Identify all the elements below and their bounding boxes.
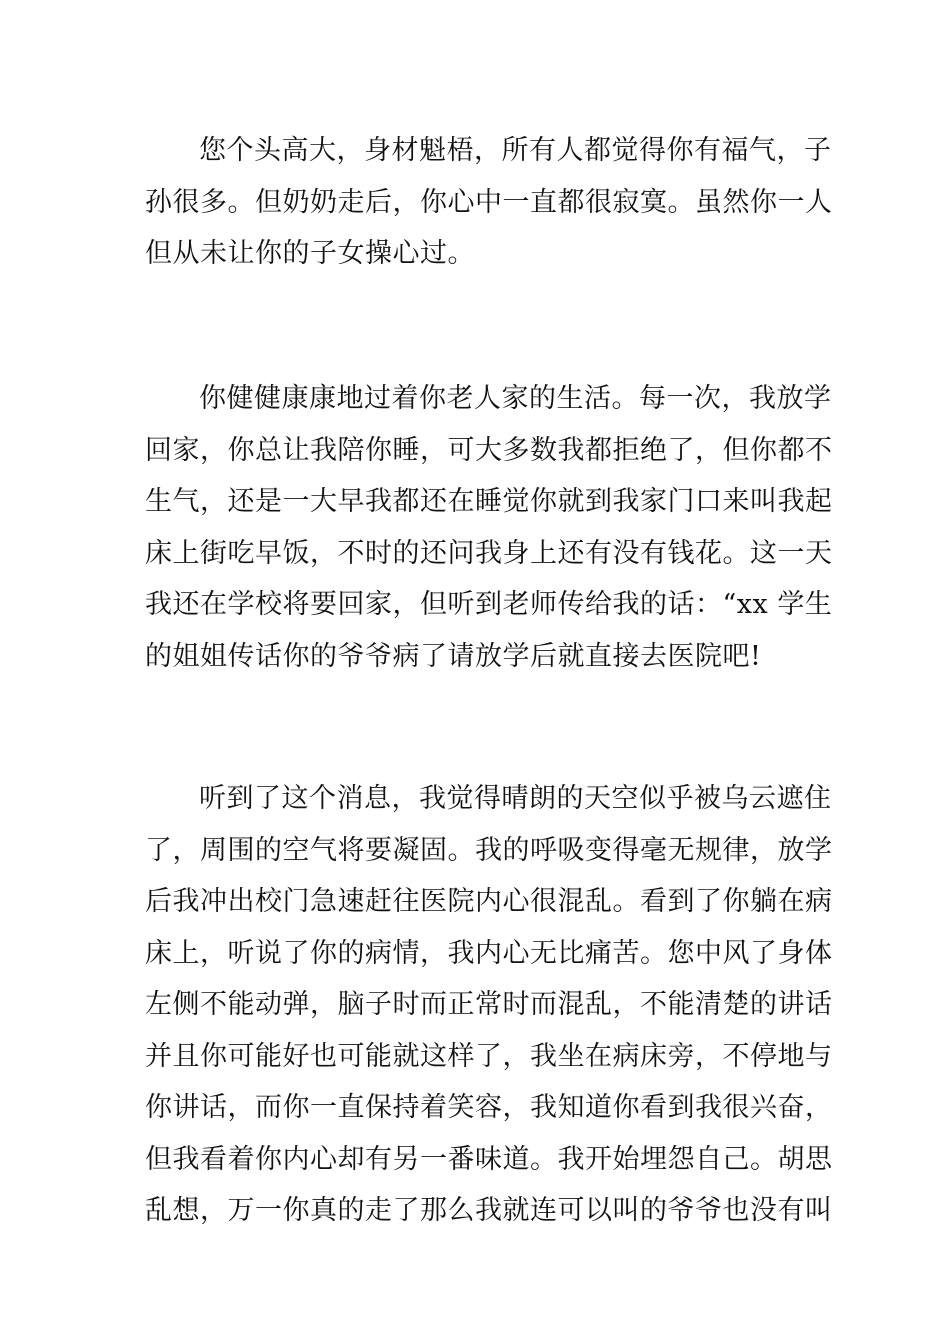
paragraph-line: 了，周围的空气将要凝固。我的呼吸变得毫无规律，放学 [145, 834, 833, 866]
paragraph-line: 回家，你总让我陪你睡，可大多数我都拒绝了，但你都不 [145, 434, 833, 466]
paragraph-3 [145, 773, 833, 1237]
paragraph-line: 乱想，万一你真的走了那么我就连可以叫的爷爷也没有叫 [145, 1195, 833, 1226]
paragraph-line: 但我看着你内心却有另一番味道。我开始埋怨自己。胡思 [145, 1143, 833, 1175]
paragraph-line: 你健健康康地过着你老人家的生活。每一次，我放学 [199, 383, 832, 414]
paragraph-line: 你讲话，而你一直保持着笑容，我知道你看到我很兴奋， [145, 1092, 833, 1123]
paragraph-line: 孙很多。但奶奶走后，你心中一直都很寂寞。虽然你一人 [145, 186, 833, 218]
paragraph-line: 床上街吃早饭，不时的还问我身上还有没有钱花。这一天 [145, 537, 833, 569]
paragraph-line: 床上，听说了你的病情，我内心无比痛苦。您中风了身体 [145, 937, 833, 969]
paragraph-line: 我还在学校将要回家，但听到老师传给我的话：“xx 学生 [145, 589, 833, 620]
paragraph-line: 听到了这个消息，我觉得晴朗的天空似乎被乌云遮住 [199, 783, 832, 814]
paragraph-line: 但从未让你的子女操心过。 [145, 238, 475, 269]
paragraph-line: 您个头高大，身材魁梧，所有人都觉得你有福气，子 [199, 135, 832, 166]
paragraph-2 [145, 373, 833, 682]
paragraph-line: 的姐姐传话你的爷爷病了请放学后就直接去医院吧! [145, 640, 762, 672]
paragraph-line: 并且你可能好也可能就这样了，我坐在病床旁，不停地与 [145, 1040, 833, 1072]
paragraph-line: 后我冲出校门急速赶往医院内心很混乱。看到了你躺在病 [145, 886, 833, 917]
paragraph-line: 左侧不能动弹，脑子时而正常时而混乱，不能清楚的讲话 [145, 989, 833, 1020]
paragraph-1 [145, 125, 833, 280]
paragraph-line: 生气，还是一大早我都还在睡觉你就到我家门口来叫我起 [145, 486, 833, 517]
